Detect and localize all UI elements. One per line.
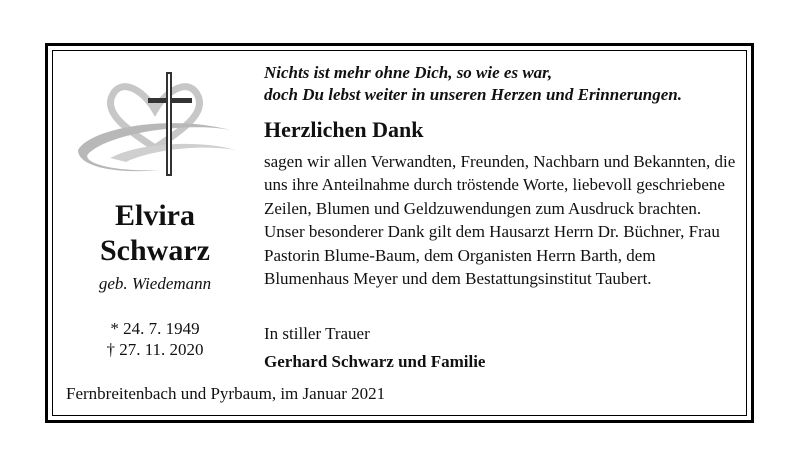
signature: Gerhard Schwarz und Familie: [264, 352, 486, 371]
heart-cross-icon: [70, 70, 240, 180]
death-date: † 27. 11. 2020: [106, 340, 204, 359]
birth-date: * 24. 7. 1949: [110, 319, 200, 338]
thanks-paragraph-1: sagen wir allen Verwandten, Freunden, Nachbarn und Bekannten, die uns ihre Anteilnahme durch tröstende Worte, liebevoll geschriebene Zeilen, Blumen und Geldzuwendungen zum Ausdruck brachten.: [264, 152, 736, 218]
deceased-name: [60, 198, 250, 268]
life-dates: [60, 318, 250, 360]
motto: [264, 62, 744, 106]
motto-line-2: doch Du lebst weiter in unseren Herzen und Erinnerungen.: [264, 85, 683, 104]
notice-heading: Herzlichen Dank: [264, 117, 424, 142]
swoosh-inner: [110, 144, 236, 162]
closing-line: In stiller Trauer: [264, 324, 370, 343]
first-name: Elvira: [115, 199, 195, 232]
cross-vertical-hollow: [168, 74, 170, 174]
last-name: Schwarz: [100, 234, 210, 267]
place-date-footer: Fernbreitenbach und Pyrbaum, im Januar 2021: [66, 384, 386, 403]
motto-line-1: Nichts ist mehr ohne Dich, so wie es war,: [264, 63, 553, 82]
thanks-text: [264, 150, 744, 290]
thanks-paragraph-2: Unser besonderer Dank gilt dem Hausarzt Herrn Dr. Büchner, Frau Pastorin Blume-Baum, dem Organisten Herrn Barth, dem Blumenhaus Meyer und dem Bestattungsinstitut Taubert.: [264, 222, 720, 289]
maiden-name: geb. Wiedemann: [98, 274, 212, 293]
heart-outline: [110, 87, 199, 148]
